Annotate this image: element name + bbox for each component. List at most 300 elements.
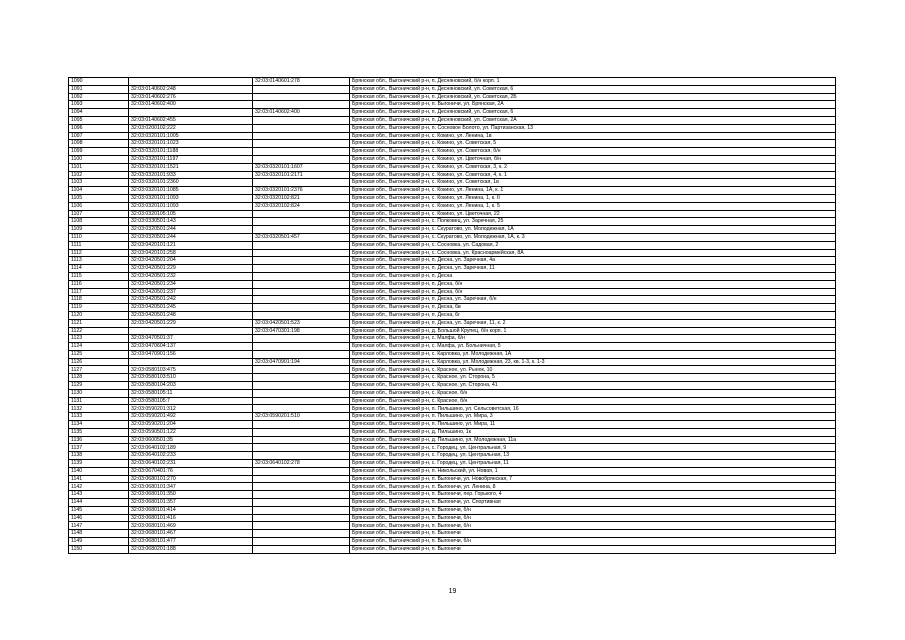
- row-number-cell: 1130: [69, 389, 129, 397]
- address-cell: Брянская обл., Выгоничский р-н, п. Десна, 6в: [350, 304, 836, 312]
- building-cadastral-number-cell: [253, 530, 350, 538]
- building-cadastral-number-cell: [253, 350, 350, 358]
- cadastral-number-cell: 32:03:0140602:276: [129, 93, 253, 101]
- table-row: [69, 350, 836, 358]
- building-cadastral-number-cell: [253, 218, 350, 226]
- building-cadastral-number-cell: [253, 272, 350, 280]
- table-row: [69, 296, 836, 304]
- row-number-cell: 1148: [69, 530, 129, 538]
- table-row: [69, 226, 836, 234]
- table-row: [69, 358, 836, 366]
- row-number-cell: 1101: [69, 163, 129, 171]
- table-row: [69, 491, 836, 499]
- row-number-cell: 1145: [69, 506, 129, 514]
- address-cell: Брянская обл., Выгоничский р-н, с. Городец, ул. Центральная, 9: [350, 444, 836, 452]
- cadastral-number-cell: 32:03:0320105:105: [129, 210, 253, 218]
- table-row: [69, 187, 836, 195]
- building-cadastral-number-cell: [253, 148, 350, 156]
- cadastral-number-cell: 32:03:0420501:245: [129, 304, 253, 312]
- cadastral-number-cell: 32:03:0420501:229: [129, 319, 253, 327]
- address-cell: Брянская обл., Выгоничский р-н, п. Выгоничи: [350, 530, 836, 538]
- building-cadastral-number-cell: [253, 545, 350, 553]
- address-cell: Брянская обл., Выгоничский р-н, п. Выгоничи, б/н: [350, 522, 836, 530]
- address-cell: Брянская обл., Выгоничский р-н, с. Красное, ул. Сторона, 5: [350, 374, 836, 382]
- row-number-cell: 1118: [69, 296, 129, 304]
- address-cell: Брянская обл., Выгоничский р-н, п. Выгоничи, ул. Брянская, 2А: [350, 101, 836, 109]
- building-cadastral-number-cell: [253, 452, 350, 460]
- row-number-cell: 1139: [69, 460, 129, 468]
- row-number-cell: 1131: [69, 397, 129, 405]
- table-row: [69, 389, 836, 397]
- building-cadastral-number-cell: 32:03:0640102:278: [253, 460, 350, 468]
- row-number-cell: 1117: [69, 288, 129, 296]
- building-cadastral-number-cell: [253, 343, 350, 351]
- cadastral-number-cell: 32:03:0200102:222: [129, 124, 253, 132]
- table-row: [69, 335, 836, 343]
- address-cell: Брянская обл., Выгоничский р-н, п. Выгоничи, б/н: [350, 514, 836, 522]
- building-cadastral-number-cell: [253, 132, 350, 140]
- row-number-cell: 1104: [69, 187, 129, 195]
- address-cell: Брянская обл., Выгоничский р-н, д. Пильшино, 1к: [350, 428, 836, 436]
- cadastral-number-cell: 32:03:0330501:143: [129, 218, 253, 226]
- cadastral-number-cell: 32:03:0680101:270: [129, 475, 253, 483]
- address-cell: Брянская обл., Выгоничский р-н, п. Десняновский, ул. Советская, 2А: [350, 116, 836, 124]
- table-row: [69, 444, 836, 452]
- cadastral-number-cell: [129, 327, 253, 335]
- cadastral-number-cell: [129, 109, 253, 117]
- address-cell: Брянская обл., Выгоничский р-н, п. Десняновский, ул. Советская, 6: [350, 85, 836, 93]
- row-number-cell: 1107: [69, 210, 129, 218]
- row-number-cell: 1144: [69, 499, 129, 507]
- cadastral-number-cell: 32:03:0140602:400: [129, 101, 253, 109]
- table-row: [69, 374, 836, 382]
- row-number-cell: 1138: [69, 452, 129, 460]
- address-cell: Брянская обл., Выгоничский р-н, п. Выгоничи: [350, 545, 836, 553]
- table-row: [69, 436, 836, 444]
- table-row: [69, 109, 836, 117]
- row-number-cell: 1109: [69, 226, 129, 234]
- cadastral-number-cell: 32:03:0320101:1521: [129, 163, 253, 171]
- table-row: [69, 85, 836, 93]
- table-row: [69, 343, 836, 351]
- building-cadastral-number-cell: 32:03:0320101:2171: [253, 171, 350, 179]
- building-cadastral-number-cell: [253, 265, 350, 273]
- table-row: [69, 202, 836, 210]
- address-cell: Брянская обл., Выгоничский р-н, с. Красное, б/н: [350, 389, 836, 397]
- cadastral-number-cell: 32:03:0590201:492: [129, 413, 253, 421]
- building-cadastral-number-cell: [253, 499, 350, 507]
- building-cadastral-number-cell: 32:03:0590201:510: [253, 413, 350, 421]
- row-number-cell: 1125: [69, 350, 129, 358]
- address-cell: Брянская обл., Выгоничский р-н, п. Десна, б/н: [350, 288, 836, 296]
- cadastral-number-cell: 32:03:0420501:234: [129, 280, 253, 288]
- row-number-cell: 1142: [69, 483, 129, 491]
- row-number-cell: 1120: [69, 311, 129, 319]
- building-cadastral-number-cell: [253, 397, 350, 405]
- address-cell: Брянская обл., Выгоничский р-н, п. Десна, б/н: [350, 280, 836, 288]
- table-row: [69, 319, 836, 327]
- building-cadastral-number-cell: [253, 226, 350, 234]
- address-cell: Брянская обл., Выгоничский р-н, с. Кокино, ул. Ленина, 1в: [350, 132, 836, 140]
- building-cadastral-number-cell: [253, 210, 350, 218]
- building-cadastral-number-cell: 32:03:0470301:198: [253, 327, 350, 335]
- table-row: [69, 499, 836, 507]
- cadastral-number-cell: 32:03:0420101:258: [129, 249, 253, 257]
- table-row: [69, 148, 836, 156]
- cadastral-number-cell: 32:03:0420501:248: [129, 311, 253, 319]
- cadastral-number-cell: 32:03:0590201:204: [129, 421, 253, 429]
- cadastral-number-cell: 32:03:0680101:414: [129, 506, 253, 514]
- table-row: [69, 483, 836, 491]
- cadastral-number-cell: 32:03:0420501:229: [129, 265, 253, 273]
- row-number-cell: 1105: [69, 194, 129, 202]
- address-cell: Брянская обл., Выгоничский р-н, д. Большой Крупец, б/н корп. 1: [350, 327, 836, 335]
- table-row: [69, 218, 836, 226]
- row-number-cell: 1110: [69, 233, 129, 241]
- row-number-cell: 1103: [69, 179, 129, 187]
- building-cadastral-number-cell: [253, 280, 350, 288]
- cadastral-number-cell: 32:03:0470501:37: [129, 335, 253, 343]
- building-cadastral-number-cell: [253, 514, 350, 522]
- row-number-cell: 1111: [69, 241, 129, 249]
- building-cadastral-number-cell: [253, 85, 350, 93]
- table-row: [69, 304, 836, 312]
- building-cadastral-number-cell: [253, 483, 350, 491]
- address-cell: Брянская обл., Выгоничский р-н, с. Карловка, ул. Молодежная, 1А: [350, 350, 836, 358]
- building-cadastral-number-cell: [253, 436, 350, 444]
- row-number-cell: 1096: [69, 124, 129, 132]
- cadastral-number-cell: 32:03:0640102:231: [129, 460, 253, 468]
- cadastral-number-cell: 32:03:0320501:244: [129, 226, 253, 234]
- table-row: [69, 233, 836, 241]
- address-cell: Брянская обл., Выгоничский р-н, д. Пильшино, ул. Молодежная, 11а: [350, 436, 836, 444]
- row-number-cell: 1108: [69, 218, 129, 226]
- cadastral-number-cell: 32:03:0580104:203: [129, 382, 253, 390]
- cadastral-number-cell: 32:03:0580105:11: [129, 389, 253, 397]
- table-row: [69, 467, 836, 475]
- address-cell: Брянская обл., Выгоничский р-н, с. Кокино, ул. Ленина, 1, к. II: [350, 194, 836, 202]
- address-cell: Брянская обл., Выгоничский р-н, с. Красное, ул. Сторона, 41: [350, 382, 836, 390]
- row-number-cell: 1126: [69, 358, 129, 366]
- row-number-cell: 1136: [69, 436, 129, 444]
- address-cell: Брянская обл., Выгоничский р-н, п. Выгоничи, б/н: [350, 538, 836, 546]
- building-cadastral-number-cell: [253, 288, 350, 296]
- cadastral-number-cell: 32:03:0420501:237: [129, 288, 253, 296]
- row-number-cell: 1097: [69, 132, 129, 140]
- address-cell: Брянская обл., Выгоничский р-н, п. Десна, ул. Заречная, 4а: [350, 257, 836, 265]
- building-cadastral-number-cell: 32:03:0320102:821: [253, 194, 350, 202]
- table-row: [69, 179, 836, 187]
- address-cell: Брянская обл., Выгоничский р-н, с. Кокино, ул. Цветочная, 22: [350, 210, 836, 218]
- row-number-cell: 1106: [69, 202, 129, 210]
- row-number-cell: 1090: [69, 78, 129, 86]
- address-cell: Брянская обл., Выгоничский р-н, с. Городец, ул. Центральная, 11: [350, 460, 836, 468]
- table-row: [69, 194, 836, 202]
- cadastral-number-cell: 32:03:0320101:1005: [129, 132, 253, 140]
- table-row: [69, 155, 836, 163]
- building-cadastral-number-cell: [253, 257, 350, 265]
- row-number-cell: 1141: [69, 475, 129, 483]
- building-cadastral-number-cell: [253, 538, 350, 546]
- row-number-cell: 1099: [69, 148, 129, 156]
- cadastral-number-cell: 32:03:0320101:933: [129, 171, 253, 179]
- row-number-cell: 1129: [69, 382, 129, 390]
- building-cadastral-number-cell: [253, 93, 350, 101]
- address-cell: Брянская обл., Выгоничский р-н, п. Пильшино, ул. Мира, 3: [350, 413, 836, 421]
- row-number-cell: 1140: [69, 467, 129, 475]
- row-number-cell: 1116: [69, 280, 129, 288]
- cadastral-number-cell: 32:03:0420501:204: [129, 257, 253, 265]
- cadastral-number-cell: 32:03:0680101:477: [129, 538, 253, 546]
- cadastral-number-cell: 32:03:0640102:189: [129, 444, 253, 452]
- cadastral-number-cell: 32:03:0680101:467: [129, 530, 253, 538]
- cadastral-number-cell: 32:03:0420501:242: [129, 296, 253, 304]
- row-number-cell: 1147: [69, 522, 129, 530]
- row-number-cell: 1143: [69, 491, 129, 499]
- table-row: [69, 545, 836, 553]
- cadastral-number-cell: 32:03:0600501:35: [129, 436, 253, 444]
- row-number-cell: 1091: [69, 85, 129, 93]
- row-number-cell: 1128: [69, 374, 129, 382]
- address-cell: Брянская обл., Выгоничский р-н, п. Никольский, ул. Новая, 1: [350, 467, 836, 475]
- row-number-cell: 1122: [69, 327, 129, 335]
- building-cadastral-number-cell: [253, 116, 350, 124]
- table-row: [69, 257, 836, 265]
- page-number: 19: [448, 588, 457, 595]
- address-cell: Брянская обл., Выгоничский р-н, п. Десна, ул. Заречная, б/н: [350, 296, 836, 304]
- cadastral-number-cell: [129, 358, 253, 366]
- address-cell: Брянская обл., Выгоничский р-н, с. Кокино, ул. Советская, 5: [350, 140, 836, 148]
- cadastral-number-cell: 32:03:0140602:455: [129, 116, 253, 124]
- cadastral-number-cell: 32:03:0580103:475: [129, 366, 253, 374]
- row-number-cell: 1149: [69, 538, 129, 546]
- row-number-cell: 1102: [69, 171, 129, 179]
- building-cadastral-number-cell: [253, 241, 350, 249]
- table-row: [69, 452, 836, 460]
- building-cadastral-number-cell: [253, 467, 350, 475]
- building-cadastral-number-cell: [253, 304, 350, 312]
- address-cell: Брянская обл., Выгоничский р-н, п. Пильшино, ул. Мира, 11: [350, 421, 836, 429]
- address-cell: Брянская обл., Выгоничский р-н, с. Кокино, ул. Советская, 3, к. 2: [350, 163, 836, 171]
- table-row: [69, 538, 836, 546]
- building-cadastral-number-cell: [253, 249, 350, 257]
- building-cadastral-number-cell: [253, 374, 350, 382]
- table-row: [69, 163, 836, 171]
- address-cell: Брянская обл., Выгоничский р-н, п. Выгоничи, ул. Спортивная: [350, 499, 836, 507]
- address-cell: Брянская обл., Выгоничский р-н, п. Выгоничи, ул. Ленина, 8: [350, 483, 836, 491]
- building-cadastral-number-cell: [253, 179, 350, 187]
- building-cadastral-number-cell: 32:03:0320101:2376: [253, 187, 350, 195]
- cadastral-number-cell: 32:03:0320101:1023: [129, 140, 253, 148]
- table-row: [69, 280, 836, 288]
- address-cell: Брянская обл., Выгоничский р-н, с. Сосновка, ул. Садовая, 2: [350, 241, 836, 249]
- address-cell: Брянская обл., Выгоничский р-н, п. Десняновский, ул. Советская, 2Б: [350, 93, 836, 101]
- address-cell: Брянская обл., Выгоничский р-н, с. Кокино, ул. Цветочная, б/н: [350, 155, 836, 163]
- table-row: [69, 241, 836, 249]
- address-cell: Брянская обл., Выгоничский р-н, с. Малфа, ул. Больничная, 5: [350, 343, 836, 351]
- row-number-cell: 1098: [69, 140, 129, 148]
- cadastral-number-cell: 32:03:0680101:469: [129, 522, 253, 530]
- address-cell: Брянская обл., Выгоничский р-н, п. Выгоничи, ул. Новобрянская, 7: [350, 475, 836, 483]
- registry-table: [68, 77, 836, 554]
- address-cell: Брянская обл., Выгоничский р-н, п. Десняновский, б/н корп. 1: [350, 78, 836, 86]
- row-number-cell: 1132: [69, 405, 129, 413]
- row-number-cell: 1095: [69, 116, 129, 124]
- table-row: [69, 288, 836, 296]
- building-cadastral-number-cell: [253, 506, 350, 514]
- building-cadastral-number-cell: 32:03:0140602:400: [253, 109, 350, 117]
- address-cell: Брянская обл., Выгоничский р-н, с. Кокино, ул. Советская, 4, к. 1: [350, 171, 836, 179]
- cadastral-number-cell: 32:03:0320101:1093: [129, 194, 253, 202]
- cadastral-number-cell: 32:03:0680101:357: [129, 499, 253, 507]
- address-cell: Брянская обл., Выгоничский р-н, с. Кокино, ул. Советская, б/н: [350, 148, 836, 156]
- cadastral-number-cell: 32:03:0470901:156: [129, 350, 253, 358]
- building-cadastral-number-cell: [253, 335, 350, 343]
- table-row: [69, 413, 836, 421]
- cadastral-number-cell: 32:03:0320501:244: [129, 233, 253, 241]
- table-row: [69, 397, 836, 405]
- row-number-cell: 1135: [69, 428, 129, 436]
- cadastral-number-cell: 32:03:0420101:121: [129, 241, 253, 249]
- row-number-cell: 1127: [69, 366, 129, 374]
- table-row: [69, 514, 836, 522]
- building-cadastral-number-cell: [253, 155, 350, 163]
- building-cadastral-number-cell: [253, 405, 350, 413]
- row-number-cell: 1093: [69, 101, 129, 109]
- cadastral-number-cell: 32:03:0320101:1188: [129, 148, 253, 156]
- row-number-cell: 1146: [69, 514, 129, 522]
- row-number-cell: 1121: [69, 319, 129, 327]
- address-cell: Брянская обл., Выгоничский р-н, с. Малфа, б/н: [350, 335, 836, 343]
- address-cell: Брянская обл., Выгоничский р-н, с. Кокино, ул. Ленина, 1А, к. 1: [350, 187, 836, 195]
- address-cell: Брянская обл., Выгоничский р-н, п. Десна, ул. Заречная, 11, к. 2: [350, 319, 836, 327]
- address-cell: Брянская обл., Выгоничский р-н, с. Городец, ул. Центральная, 13: [350, 452, 836, 460]
- building-cadastral-number-cell: [253, 475, 350, 483]
- table-row: [69, 101, 836, 109]
- building-cadastral-number-cell: [253, 366, 350, 374]
- cadastral-number-cell: [129, 78, 253, 86]
- row-number-cell: 1123: [69, 335, 129, 343]
- row-number-cell: 1115: [69, 272, 129, 280]
- address-cell: Брянская обл., Выгоничский р-н, п. Десняновский, ул. Советская, 6: [350, 109, 836, 117]
- address-cell: Брянская обл., Выгоничский р-н, п. Десна, 6г: [350, 311, 836, 319]
- table-row: [69, 522, 836, 530]
- building-cadastral-number-cell: [253, 428, 350, 436]
- building-cadastral-number-cell: [253, 522, 350, 530]
- cadastral-number-cell: 32:03:0580105:7: [129, 397, 253, 405]
- address-cell: Брянская обл., Выгоничский р-н, п. Пильшино, ул. Сельсоветская, 16: [350, 405, 836, 413]
- table-row: [69, 530, 836, 538]
- address-cell: Брянская обл., Выгоничский р-н, с. Сосновка, ул. Красноармейская, 8А: [350, 249, 836, 257]
- building-cadastral-number-cell: [253, 389, 350, 397]
- table-row: [69, 311, 836, 319]
- address-cell: Брянская обл., Выгоничский р-н, с. Кокино, ул. Ленина, 1, к. 5: [350, 202, 836, 210]
- table-row: [69, 428, 836, 436]
- table-row: [69, 405, 836, 413]
- table-row: [69, 132, 836, 140]
- address-cell: Брянская обл., Выгоничский р-н, с. Красное, б/н: [350, 397, 836, 405]
- address-cell: Брянская обл., Выгоничский р-н, п. Десна: [350, 272, 836, 280]
- row-number-cell: 1133: [69, 413, 129, 421]
- building-cadastral-number-cell: 32:03:0420501:523: [253, 319, 350, 327]
- table-row: [69, 124, 836, 132]
- building-cadastral-number-cell: 32:03:0470901:194: [253, 358, 350, 366]
- row-number-cell: 1113: [69, 257, 129, 265]
- building-cadastral-number-cell: [253, 491, 350, 499]
- address-cell: Брянская обл., Выгоничский р-н, с. Скуратово, ул. Молодежная, 1А: [350, 226, 836, 234]
- address-cell: Брянская обл., Выгоничский р-н, п. Выгоничи, б/н: [350, 506, 836, 514]
- cadastral-number-cell: 32:03:0320101:2360: [129, 179, 253, 187]
- cadastral-number-cell: 32:03:0470604:137: [129, 343, 253, 351]
- table-row: [69, 78, 836, 86]
- table-row: [69, 272, 836, 280]
- address-cell: Брянская обл., Выгоничский р-н, с. Карловка, ул. Молодежная, 23, кв. 1-3, к. 1-3: [350, 358, 836, 366]
- cadastral-number-cell: 32:03:0680201:188: [129, 545, 253, 553]
- address-cell: Брянская обл., Выгоничский р-н, п. Выгоничи, пер. Горького, 4: [350, 491, 836, 499]
- cadastral-number-cell: 32:03:0680101:347: [129, 483, 253, 491]
- table-row: [69, 116, 836, 124]
- table-row: [69, 140, 836, 148]
- row-number-cell: 1114: [69, 265, 129, 273]
- building-cadastral-number-cell: [253, 382, 350, 390]
- cadastral-number-cell: 32:03:0140602:248: [129, 85, 253, 93]
- building-cadastral-number-cell: [253, 311, 350, 319]
- row-number-cell: 1094: [69, 109, 129, 117]
- address-cell: Брянская обл., Выгоничский р-н, п. Десна, ул. Заречная, 11: [350, 265, 836, 273]
- row-number-cell: 1150: [69, 545, 129, 553]
- address-cell: Брянская обл., Выгоничский р-н, с. Кокино, ул. Советская, 1в: [350, 179, 836, 187]
- building-cadastral-number-cell: [253, 421, 350, 429]
- building-cadastral-number-cell: [253, 101, 350, 109]
- table-row: [69, 506, 836, 514]
- building-cadastral-number-cell: [253, 140, 350, 148]
- cadastral-number-cell: 32:03:0320101:1197: [129, 155, 253, 163]
- table-row: [69, 382, 836, 390]
- table-row: [69, 171, 836, 179]
- registry-table-body: [69, 78, 836, 554]
- building-cadastral-number-cell: 32:03:0320501:457: [253, 233, 350, 241]
- cadastral-number-cell: 32:03:0590501:122: [129, 428, 253, 436]
- address-cell: Брянская обл., Выгоничский р-н, с. Полковец, ул. Заречная, 25: [350, 218, 836, 226]
- table-row: [69, 249, 836, 257]
- table-row: [69, 366, 836, 374]
- table-row: [69, 210, 836, 218]
- cadastral-number-cell: 32:03:0580103:510: [129, 374, 253, 382]
- table-row: [69, 265, 836, 273]
- table-row: [69, 460, 836, 468]
- building-cadastral-number-cell: [253, 124, 350, 132]
- row-number-cell: 1134: [69, 421, 129, 429]
- table-row: [69, 421, 836, 429]
- building-cadastral-number-cell: 32:03:0320102:824: [253, 202, 350, 210]
- table-row: [69, 475, 836, 483]
- building-cadastral-number-cell: 32:03:0140601:278: [253, 78, 350, 86]
- row-number-cell: 1137: [69, 444, 129, 452]
- row-number-cell: 1092: [69, 93, 129, 101]
- cadastral-number-cell: 32:03:0640102:233: [129, 452, 253, 460]
- table-row: [69, 327, 836, 335]
- row-number-cell: 1119: [69, 304, 129, 312]
- cadastral-number-cell: 32:03:0680101:350: [129, 491, 253, 499]
- row-number-cell: 1100: [69, 155, 129, 163]
- address-cell: Брянская обл., Выгоничский р-н, с. Красное, ул. Рынок, 10: [350, 366, 836, 374]
- row-number-cell: 1124: [69, 343, 129, 351]
- row-number-cell: 1112: [69, 249, 129, 257]
- cadastral-number-cell: 32:03:0320101:1085: [129, 187, 253, 195]
- cadastral-number-cell: 32:03:0680101:416: [129, 514, 253, 522]
- building-cadastral-number-cell: [253, 444, 350, 452]
- cadastral-number-cell: 32:03:0320101:1093: [129, 202, 253, 210]
